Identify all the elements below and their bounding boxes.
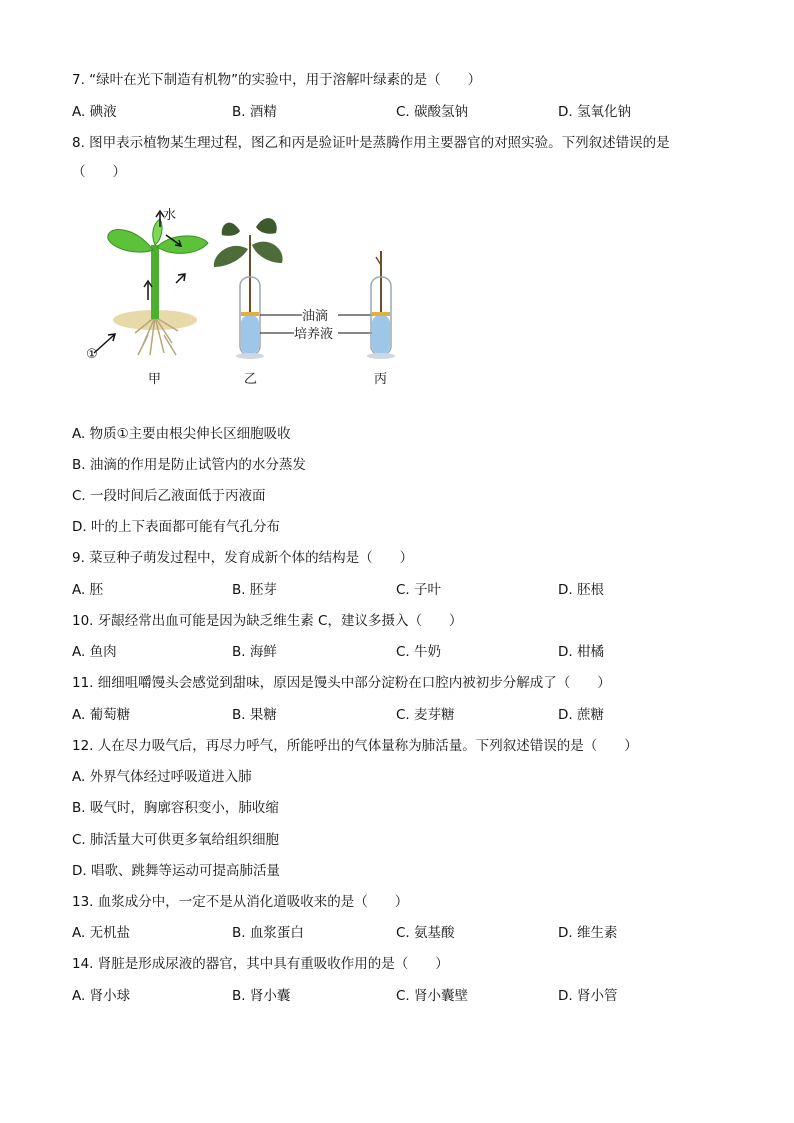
option-a[interactable]: A. 葡萄糖 (72, 707, 131, 723)
option-d[interactable]: D. 维生素 (558, 925, 618, 941)
option-a[interactable]: A. 碘液 (72, 104, 117, 120)
option-c[interactable]: C. 碳酸氢钠 (396, 104, 469, 120)
question-8-option-d[interactable]: D. 叶的上下表面都可能有气孔分布 (72, 519, 280, 535)
plant-jia (86, 207, 208, 387)
option-c[interactable]: C. 肾小囊壁 (396, 988, 469, 1004)
tube-yi (214, 218, 283, 387)
question-8-figure (80, 205, 410, 395)
question-14-options (72, 984, 732, 1004)
option-b[interactable]: B. 酒精 (232, 104, 277, 120)
substance-label: ① (86, 347, 98, 362)
leaf-icon (222, 223, 240, 236)
leaf-icon (252, 242, 283, 263)
question-8-stem-continued: （ ） (72, 164, 126, 180)
question-8-stem: 8. 图甲表示植物某生理过程，图乙和丙是验证叶是蒸腾作用主要器官的对照实验。下列叙述错误的是 (72, 135, 670, 151)
option-c[interactable]: C. 牛奶 (396, 644, 442, 660)
question-11-stem: 11. 细细咀嚼馒头会感觉到甜味，原因是馒头中部分淀粉在口腔内被初步分解成了（ ） (72, 675, 611, 691)
nutrient-solution-icon (241, 315, 259, 354)
option-d[interactable]: D. 蔗糖 (558, 707, 604, 723)
option-a[interactable]: A. 肾小球 (72, 988, 131, 1004)
option-d[interactable]: D. 柑橘 (558, 644, 604, 660)
question-8-option-b[interactable]: B. 油滴的作用是防止试管内的水分蒸发 (72, 457, 306, 473)
panel-label-jia: 甲 (148, 372, 162, 387)
question-12-option-d[interactable]: D. 唱歌、跳舞等运动可提高肺活量 (72, 863, 280, 879)
stem-icon (151, 245, 159, 319)
leaf-icon (214, 246, 248, 267)
question-12-option-a[interactable]: A. 外界气体经过呼吸道进入肺 (72, 769, 252, 785)
leaf-left-icon (108, 230, 153, 253)
question-14-stem: 14. 肾脏是形成尿液的器官，其中具有重吸收作用的是（ ） (72, 956, 449, 972)
option-b[interactable]: B. 果糖 (232, 707, 277, 723)
option-a[interactable]: A. 无机盐 (72, 925, 131, 941)
water-label: 水 (163, 208, 177, 223)
question-7-options (72, 100, 732, 120)
plant-transpiration-diagram (80, 205, 410, 395)
question-10-stem: 10. 牙龈经常出血可能是因为缺乏维生素 C，建议多摄入（ ） (72, 613, 463, 629)
leaf-right-icon (157, 236, 208, 253)
question-12-stem: 12. 人在尽力吸气后，再尽力呼气，所能呼出的气体量称为肺活量。下列叙述错误的是（ ） (72, 738, 638, 754)
option-c[interactable]: C. 麦芽糖 (396, 707, 455, 723)
option-b[interactable]: B. 肾小囊 (232, 988, 291, 1004)
option-a[interactable]: A. 胚 (72, 582, 104, 598)
leaf-icon (256, 218, 277, 234)
panel-label-yi: 乙 (244, 372, 258, 387)
question-9-options (72, 578, 732, 598)
option-a[interactable]: A. 鱼肉 (72, 644, 117, 660)
question-13-stem: 13. 血浆成分中，一定不是从消化道吸收来的是（ ） (72, 894, 409, 910)
question-11-options (72, 703, 732, 723)
question-13-options (72, 921, 732, 941)
question-12-option-c[interactable]: C. 肺活量大可供更多氧给组织细胞 (72, 832, 280, 848)
tube-base-icon (236, 353, 264, 359)
option-c[interactable]: C. 子叶 (396, 582, 442, 598)
option-c[interactable]: C. 氨基酸 (396, 925, 455, 941)
tube-base-icon (367, 353, 395, 359)
option-d[interactable]: D. 氢氧化钠 (558, 104, 631, 120)
option-b[interactable]: B. 血浆蛋白 (232, 925, 304, 941)
option-b[interactable]: B. 海鲜 (232, 644, 277, 660)
question-9-stem: 9. 菜豆种子萌发过程中，发育成新个体的结构是（ ） (72, 550, 414, 566)
question-10-options (72, 640, 732, 660)
option-b[interactable]: B. 胚芽 (232, 582, 277, 598)
question-8-option-c[interactable]: C. 一段时间后乙液面低于丙液面 (72, 488, 266, 504)
question-7-stem: 7. “绿叶在光下制造有机物”的实验中，用于溶解叶绿素的是（ ） (72, 72, 482, 88)
oil-label: 油滴 (302, 309, 329, 324)
question-8-option-a[interactable]: A. 物质①主要由根尖伸长区细胞吸收 (72, 426, 291, 442)
nutrient-solution-icon (372, 315, 390, 354)
option-d[interactable]: D. 肾小管 (558, 988, 618, 1004)
panel-label-bing: 丙 (374, 372, 388, 387)
oil-drop-icon (372, 312, 390, 316)
tube-bing (367, 251, 395, 387)
oil-drop-icon (241, 312, 259, 316)
question-12-option-b[interactable]: B. 吸气时，胸廓容积变小，肺收缩 (72, 800, 279, 816)
option-d[interactable]: D. 胚根 (558, 582, 604, 598)
nutrient-label: 培养液 (294, 327, 334, 342)
arrow-up-right-icon (176, 275, 184, 283)
